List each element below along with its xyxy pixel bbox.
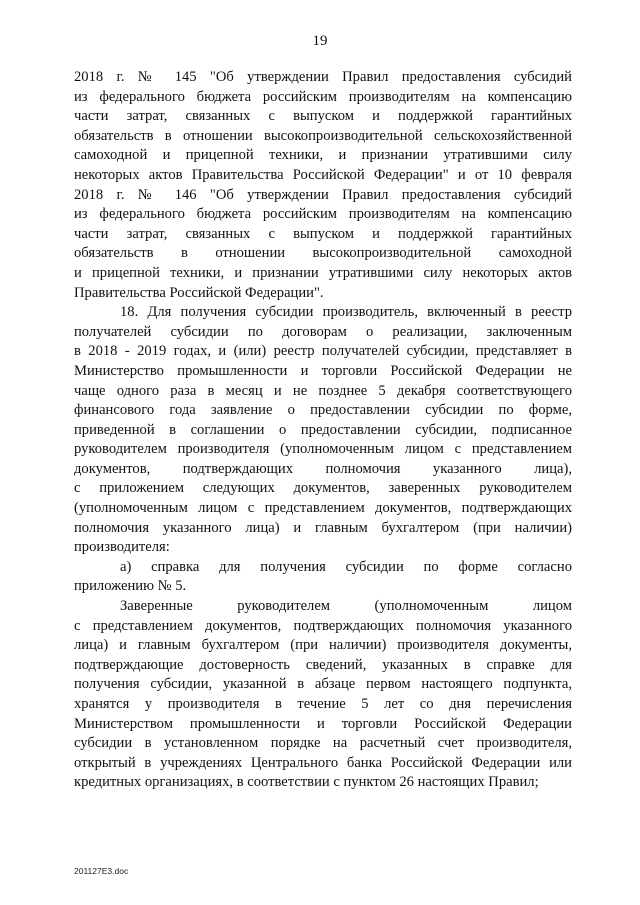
- text-line: (уполномоченным лицом с представлением документов, подтверждающих: [74, 500, 572, 517]
- text-line: кредитных организациях, в соответствии с пунктом 26 настоящих Правил;: [74, 774, 539, 791]
- text-line: производителя:: [74, 539, 170, 556]
- text-line: части затрат, связанных с выпуском и поддержкой гарантийных: [74, 225, 572, 242]
- text-line: в 2018 - 2019 годах, и (или) реестр получателей субсидии, представляет в: [74, 343, 572, 360]
- text-line: 18. Для получения субсидии производитель, включенный в реестр: [120, 304, 572, 321]
- text-line: получателей субсидии по договорам о реализации, заключенным: [74, 323, 572, 340]
- text-line: 2018 г. № 146 "Об утверждении Правил предоставления субсидий: [74, 186, 572, 203]
- text-line: а) справка для получения субсидии по форме согласно: [120, 558, 572, 575]
- text-line: чаще одного раза в месяц и не позднее 5 декабря соответствующего: [74, 382, 572, 399]
- text-line: и прицепной техники, и признании утратившими силу некоторых актов: [74, 264, 572, 281]
- text-line: открытый в учреждениях Центрального банка Российской Федерации или: [74, 754, 572, 771]
- document-body: [74, 68, 572, 793]
- text-line: с приложением следующих документов, заверенных руководителем: [74, 480, 572, 497]
- text-line: лица) и главным бухгалтером (при наличии) производителя документы,: [74, 637, 572, 654]
- text-line: самоходной и прицепной техники, и признании утратившими силу: [74, 147, 572, 164]
- text-line: Министерство промышленности и торговли Российской Федерации не: [74, 362, 572, 379]
- text-line: с представлением документов, подтверждающих полномочия указанного: [74, 617, 572, 634]
- text-line: некоторых актов Правительства Российской Федерации" и от 10 февраля: [74, 166, 572, 183]
- text-line: из федерального бюджета российским производителям на компенсацию: [74, 88, 572, 105]
- text-line: обязательств в отношении высокопроизводительной самоходной: [74, 245, 572, 262]
- text-line: 2018 г. № 145 "Об утверждении Правил предоставления субсидий: [74, 69, 572, 85]
- text-line: субсидии в установленном порядке на расчетный счет производителя,: [74, 735, 572, 752]
- page-number: 19: [312, 33, 328, 49]
- text-line: приложению № 5.: [74, 578, 187, 595]
- text-line: руководителем производителя (уполномоченным лицом с представлением: [74, 441, 572, 458]
- text-line: полномочия указанного лица) и главным бухгалтером (при наличии): [74, 519, 572, 536]
- text-line: документов, подтверждающих полномочия указанного лица),: [74, 460, 572, 477]
- text-line: финансового года заявление о предоставлении субсидии по форме,: [74, 402, 572, 419]
- text-line: из федерального бюджета российским производителям на компенсацию: [74, 206, 572, 223]
- text-line: приведенной в соглашении о предоставлении субсидии, подписанное: [74, 421, 572, 438]
- text-line: получения субсидии, указанной в абзаце первом настоящего подпункта,: [74, 676, 572, 693]
- footer-file-name: 201127E3.doc: [74, 866, 129, 876]
- text-line: обязательств в отношении высокопроизводительной сельскохозяйственной: [74, 127, 572, 144]
- text-line: Министерством промышленности и торговли Российской Федерации: [74, 715, 572, 732]
- text-line: хранятся у производителя в течение 5 лет со дня перечисления: [74, 696, 572, 712]
- text-line: части затрат, связанных с выпуском и поддержкой гарантийных: [74, 108, 572, 125]
- text-line: Правительства Российской Федерации".: [74, 284, 324, 301]
- text-line: Заверенные руководителем (уполномоченным лицом: [120, 598, 572, 615]
- text-line: подтверждающие достоверность сведений, указанных в справке для: [74, 656, 572, 673]
